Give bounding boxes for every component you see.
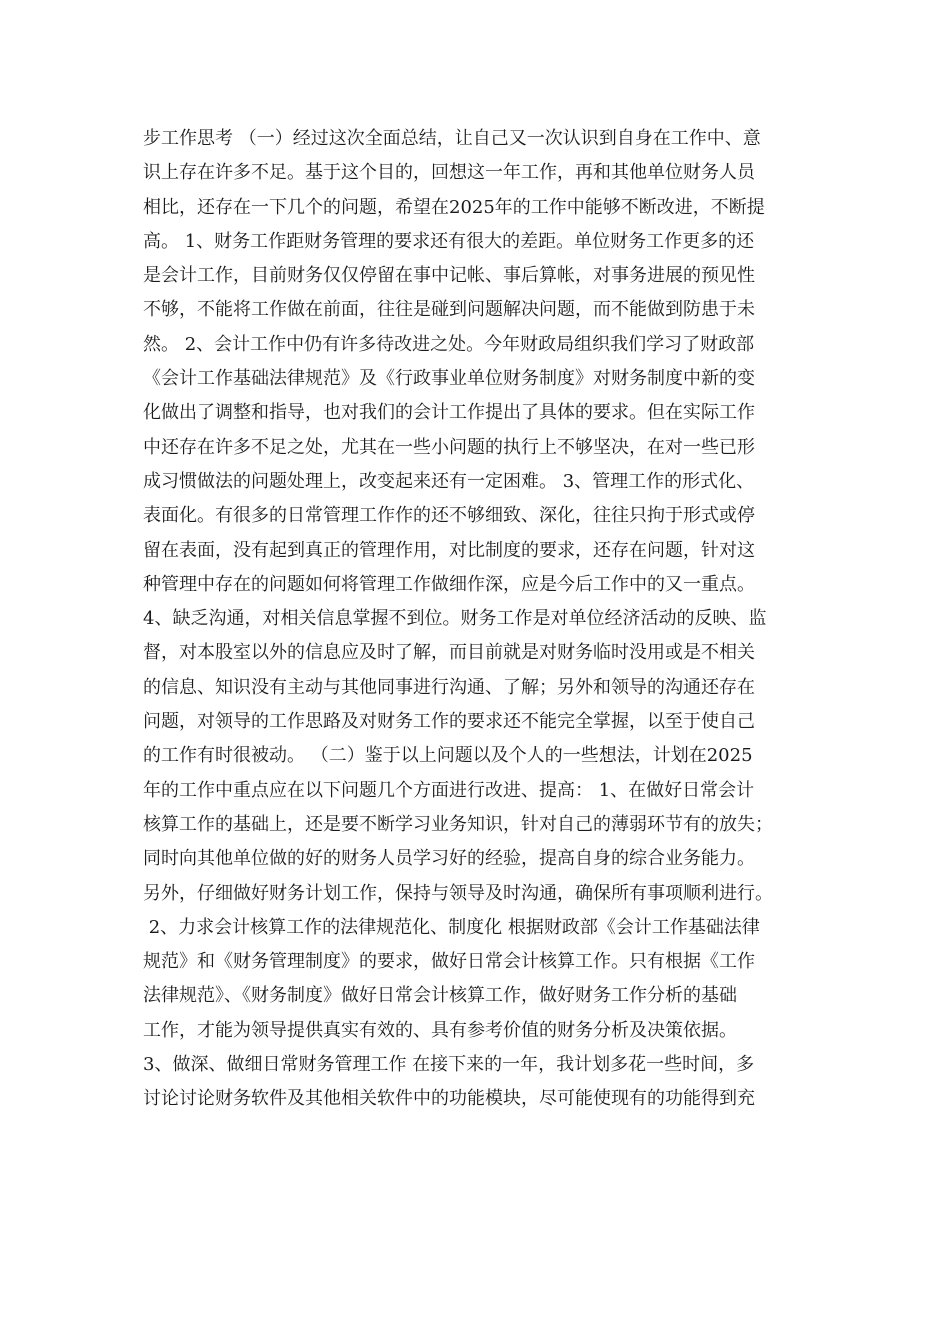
- text-line: 法律规范》、《财务制度》做好日常会计核算工作，做好财务工作分析的基础: [143, 985, 737, 1007]
- text-line: 《会计工作基础法律规范》及《行政事业单位财务制度》对财务制度中新的变: [143, 368, 755, 390]
- text-line: 是会计工作，目前财务仅仅停留在事中记帐、事后算帐，对事务进展的预见性: [143, 265, 755, 287]
- text-line: 年的工作中重点应在以下问题几个方面进行改进、提高： 1、在做好日常会计: [143, 779, 755, 801]
- text-line: 表面化。有很多的日常管理工作作的还不够细致、深化，往往只拘于形式或停: [143, 505, 755, 527]
- text-line: 规范》和《财务管理制度》的要求，做好日常会计核算工作。只有根据《工作: [143, 951, 755, 973]
- text-line: 相比，还存在一下几个的问题，希望在2025年的工作中能够不断改进，不断提: [143, 196, 765, 218]
- text-line: 问题，对领导的工作思路及对财务工作的要求还不能完全掌握，以至于使自己: [143, 711, 755, 733]
- text-line: 4、缺乏沟通，对相关信息掌握不到位。财务工作是对单位经济活动的反映、监: [143, 608, 767, 630]
- text-line: 的工作有时很被动。 （二）鉴于以上问题以及个人的一些想法，计划在2025: [143, 745, 753, 767]
- text-line: 的信息、知识没有主动与其他同事进行沟通、了解；另外和领导的沟通还存在: [143, 676, 755, 698]
- text-line: 留在表面，没有起到真正的管理作用，对比制度的要求，还存在问题，针对这: [143, 539, 755, 561]
- text-line: 步工作思考 （一）经过这次全面总结，让自己又一次认识到自身在工作中、意: [143, 128, 761, 149]
- text-line: 中还存在许多不足之处，尤其在一些小问题的执行上不够坚决，在对一些已形: [143, 436, 755, 458]
- text-line: 工作，才能为领导提供真实有效的、具有参考价值的财务分析及决策依据。: [143, 1019, 737, 1041]
- text-line: 识上存在许多不足。基于这个目的，回想这一年工作，再和其他单位财务人员: [143, 162, 755, 184]
- text-line: 核算工作的基础上，还是要不断学习业务知识，针对自己的薄弱环节有的放失；: [143, 813, 773, 835]
- body-text: [143, 122, 813, 1117]
- text-line: 然。 2、会计工作中仍有许多待改进之处。今年财政局组织我们学习了财政部: [143, 333, 755, 355]
- text-line: 化做出了调整和指导，也对我们的会计工作提出了具体的要求。但在实际工作: [143, 402, 755, 424]
- text-line: 不够，不能将工作做在前面，往往是碰到问题解决问题，而不能做到防患于未: [143, 299, 755, 321]
- text-line: 成习惯做法的问题处理上，改变起来还有一定困难。 3、管理工作的形式化、: [143, 470, 755, 492]
- text-line: 3、做深、做细日常财务管理工作 在接下来的一年，我计划多花一些时间，多: [143, 1054, 755, 1076]
- text-line: 督，对本股室以外的信息应及时了解，而目前就是对财务临时没用或是不相关: [143, 642, 755, 664]
- text-line: 讨论讨论财务软件及其他相关软件中的功能模块，尽可能使现有的功能得到充: [143, 1088, 755, 1110]
- text-line: 高。 1、财务工作距财务管理的要求还有很大的差距。单位财务工作更多的还: [143, 230, 755, 252]
- text-line: 种管理中存在的问题如何将管理工作做细作深，应是今后工作中的又一重点。: [143, 573, 755, 595]
- text-line: 另外，仔细做好财务计划工作，保持与领导及时沟通，确保所有事项顺利进行。: [143, 882, 773, 904]
- text-line: 2、力求会计核算工作的法律规范化、制度化 根据财政部《会计工作基础法律: [143, 916, 760, 938]
- text-line: 同时向其他单位做的好的财务人员学习好的经验，提高自身的综合业务能力。: [143, 848, 755, 870]
